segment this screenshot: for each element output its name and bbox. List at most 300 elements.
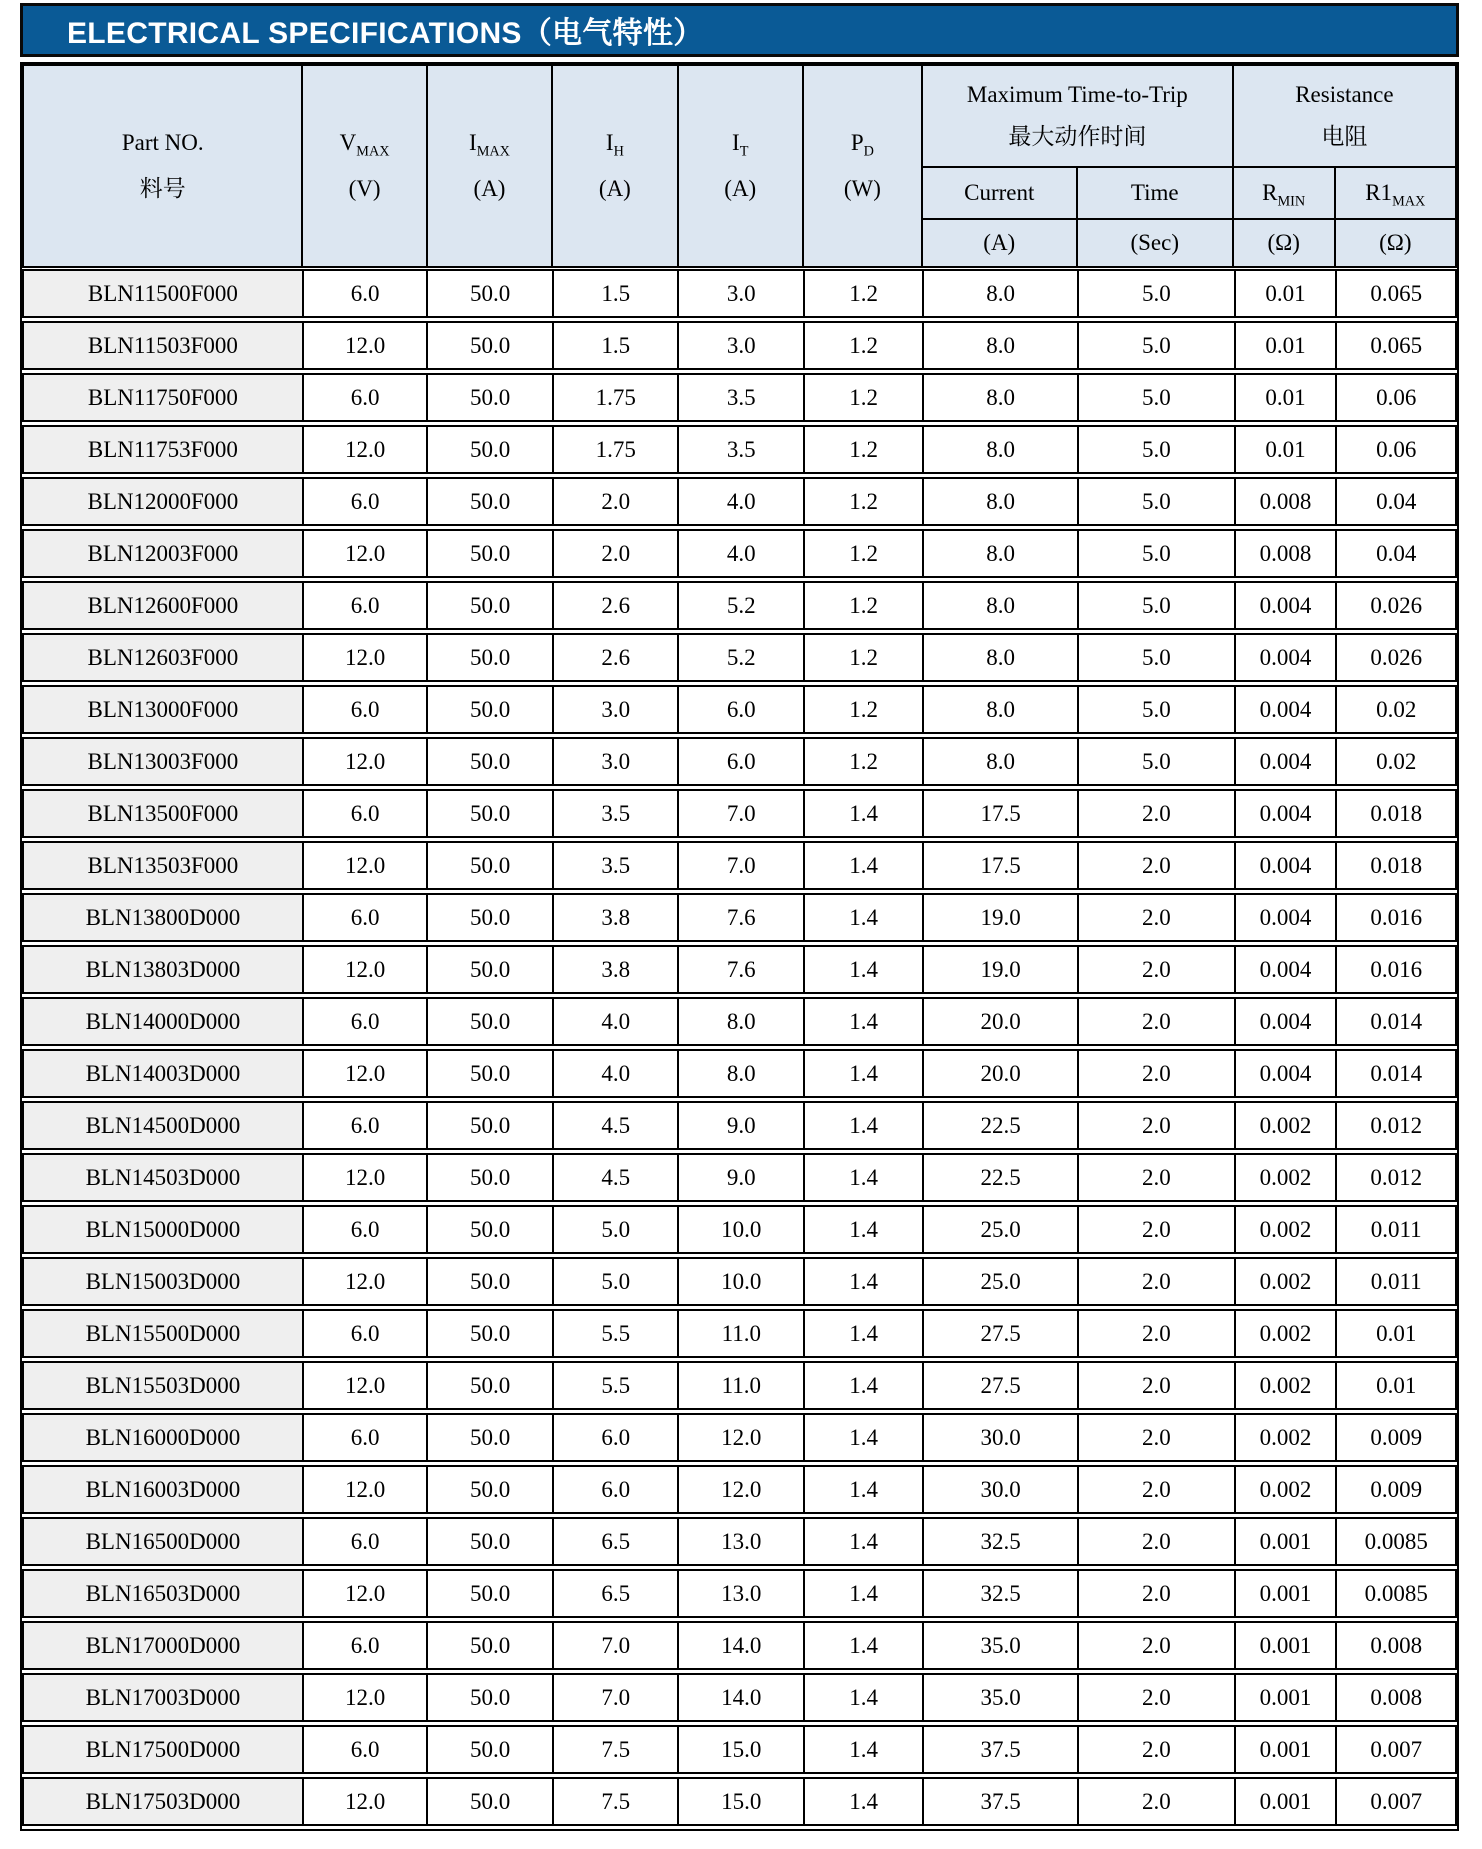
part-cell: BLN14003D000 <box>22 1049 302 1098</box>
value-cell: 0.007 <box>1335 1725 1457 1774</box>
part-cell: BLN13003F000 <box>22 737 302 786</box>
value-cell: 2.0 <box>1077 893 1233 942</box>
value-cell: 6.0 <box>302 581 427 630</box>
part-cell: BLN11500F000 <box>22 269 302 318</box>
value-cell: 6.0 <box>677 737 803 786</box>
column-header-ih-unit: (A) <box>598 176 631 201</box>
value-cell: 5.5 <box>552 1309 678 1358</box>
value-cell: 1.4 <box>803 1361 922 1410</box>
value-cell: 3.5 <box>552 789 678 838</box>
value-cell: 12.0 <box>302 321 427 370</box>
value-cell: 0.004 <box>1234 685 1336 734</box>
unit-rmin: (Ω) <box>1233 219 1335 267</box>
value-cell: 0.001 <box>1234 1569 1336 1618</box>
value-cell: 0.018 <box>1335 789 1457 838</box>
value-cell: 32.5 <box>922 1517 1077 1566</box>
value-cell: 6.0 <box>302 373 427 422</box>
value-cell: 6.0 <box>302 1725 427 1774</box>
value-cell: 6.0 <box>302 997 427 1046</box>
value-cell: 5.0 <box>1077 737 1233 786</box>
column-header-vmax-unit: (V) <box>348 176 381 201</box>
value-cell: 1.5 <box>552 321 678 370</box>
value-cell: 1.2 <box>803 737 922 786</box>
value-cell: 6.5 <box>552 1569 678 1618</box>
value-cell: 0.065 <box>1335 321 1457 370</box>
title-banner <box>20 3 1459 57</box>
column-header-ih-symbol: $I_H$ <box>605 130 624 160</box>
table-row <box>22 1205 1457 1254</box>
part-cell: BLN13500F000 <box>22 789 302 838</box>
value-cell: 13.0 <box>677 1517 803 1566</box>
table-row <box>22 997 1457 1046</box>
value-cell: 1.4 <box>803 1777 922 1826</box>
value-cell: 12.0 <box>302 1569 427 1618</box>
part-cell: BLN14000D000 <box>22 997 302 1046</box>
value-cell: 17.5 <box>922 841 1077 890</box>
column-header-imax-unit: (A) <box>473 176 506 201</box>
value-cell: 2.0 <box>552 529 678 578</box>
value-cell: 17.5 <box>922 789 1077 838</box>
part-cell: BLN16500D000 <box>22 1517 302 1566</box>
spec-table-body <box>22 266 1457 1829</box>
spec-table <box>20 62 1459 1831</box>
value-cell: 0.004 <box>1234 789 1336 838</box>
value-cell: 0.002 <box>1234 1257 1336 1306</box>
value-cell: 50.0 <box>426 1517 552 1566</box>
value-cell: 35.0 <box>922 1673 1077 1722</box>
column-header-current: Current <box>922 167 1077 219</box>
value-cell: 15.0 <box>677 1725 803 1774</box>
part-cell: BLN14503D000 <box>22 1153 302 1202</box>
part-cell: BLN11750F000 <box>22 373 302 422</box>
value-cell: 2.0 <box>1077 1569 1233 1618</box>
table-row <box>22 1153 1457 1202</box>
value-cell: 9.0 <box>677 1153 803 1202</box>
value-cell: 12.0 <box>302 1673 427 1722</box>
value-cell: 19.0 <box>922 893 1077 942</box>
value-cell: 6.0 <box>302 269 427 318</box>
value-cell: 4.5 <box>552 1101 678 1150</box>
value-cell: 2.0 <box>1077 841 1233 890</box>
column-group-time-to-trip-en: Maximum Time-to-Trip <box>966 82 1188 107</box>
value-cell: 27.5 <box>922 1361 1077 1410</box>
table-row <box>22 841 1457 890</box>
value-cell: 1.4 <box>803 1673 922 1722</box>
value-cell: 1.4 <box>803 893 922 942</box>
value-cell: 0.0085 <box>1335 1569 1457 1618</box>
value-cell: 12.0 <box>302 1777 427 1826</box>
value-cell: 0.002 <box>1234 1309 1336 1358</box>
value-cell: 2.0 <box>1077 1621 1233 1670</box>
value-cell: 4.0 <box>677 529 803 578</box>
value-cell: 2.0 <box>1077 1153 1233 1202</box>
table-row <box>22 1673 1457 1722</box>
part-cell: BLN13800D000 <box>22 893 302 942</box>
value-cell: 0.04 <box>1335 529 1457 578</box>
value-cell: 0.001 <box>1234 1621 1336 1670</box>
value-cell: 2.0 <box>1077 1205 1233 1254</box>
value-cell: 14.0 <box>677 1673 803 1722</box>
value-cell: 5.2 <box>677 633 803 682</box>
part-cell: BLN13000F000 <box>22 685 302 734</box>
value-cell: 6.0 <box>302 893 427 942</box>
column-group-resistance-en: Resistance <box>1295 82 1394 107</box>
value-cell: 0.011 <box>1335 1205 1457 1254</box>
table-row <box>22 1413 1457 1462</box>
unit-r1max: (Ω) <box>1335 219 1456 267</box>
value-cell: 1.4 <box>803 1621 922 1670</box>
value-cell: 12.0 <box>302 425 427 474</box>
value-cell: 0.012 <box>1335 1101 1457 1150</box>
value-cell: 1.75 <box>552 425 678 474</box>
value-cell: 8.0 <box>677 997 803 1046</box>
part-cell: BLN16003D000 <box>22 1465 302 1514</box>
value-cell: 1.2 <box>803 685 922 734</box>
value-cell: 10.0 <box>677 1205 803 1254</box>
value-cell: 6.0 <box>302 1205 427 1254</box>
page-title: ELECTRICAL SPECIFICATIONS（电气特性） <box>67 17 704 50</box>
value-cell: 8.0 <box>922 269 1077 318</box>
value-cell: 2.6 <box>552 633 678 682</box>
part-cell: BLN13803D000 <box>22 945 302 994</box>
value-cell: 5.0 <box>1077 685 1233 734</box>
value-cell: 0.06 <box>1335 373 1457 422</box>
value-cell: 0.008 <box>1335 1621 1457 1670</box>
value-cell: 50.0 <box>426 1101 552 1150</box>
value-cell: 0.002 <box>1234 1413 1336 1462</box>
value-cell: 0.001 <box>1234 1777 1336 1826</box>
value-cell: 1.2 <box>803 529 922 578</box>
value-cell: 1.4 <box>803 1517 922 1566</box>
value-cell: 2.0 <box>1077 1309 1233 1358</box>
value-cell: 50.0 <box>426 477 552 526</box>
part-cell: BLN17000D000 <box>22 1621 302 1670</box>
value-cell: 50.0 <box>426 1725 552 1774</box>
value-cell: 50.0 <box>426 1777 552 1826</box>
value-cell: 2.0 <box>1077 789 1233 838</box>
value-cell: 0.02 <box>1335 685 1457 734</box>
value-cell: 5.0 <box>1077 581 1233 630</box>
column-group-time-to-trip <box>922 65 1233 167</box>
value-cell: 0.014 <box>1335 997 1457 1046</box>
value-cell: 0.01 <box>1234 269 1336 318</box>
value-cell: 0.011 <box>1335 1257 1457 1306</box>
value-cell: 0.004 <box>1234 841 1336 890</box>
value-cell: 0.012 <box>1335 1153 1457 1202</box>
value-cell: 50.0 <box>426 581 552 630</box>
column-header-imax <box>427 65 552 267</box>
table-row <box>22 373 1457 422</box>
value-cell: 0.002 <box>1234 1465 1336 1514</box>
value-cell: 0.026 <box>1335 633 1457 682</box>
value-cell: 4.0 <box>552 997 678 1046</box>
column-header-part-en: Part NO. <box>121 130 204 155</box>
value-cell: 1.2 <box>803 633 922 682</box>
value-cell: 1.4 <box>803 997 922 1046</box>
value-cell: 1.2 <box>803 425 922 474</box>
column-header-part-cn: 料号 <box>139 176 186 201</box>
column-header-rmin: $R_{MIN}$ <box>1233 167 1335 219</box>
value-cell: 1.4 <box>803 1569 922 1618</box>
part-cell: BLN12603F000 <box>22 633 302 682</box>
column-header-pd-unit: (W) <box>843 176 881 201</box>
value-cell: 5.0 <box>1077 269 1233 318</box>
column-header-vmax-symbol: $V_{MAX}$ <box>339 130 390 160</box>
part-cell: BLN17003D000 <box>22 1673 302 1722</box>
value-cell: 3.8 <box>552 945 678 994</box>
value-cell: 0.004 <box>1234 737 1336 786</box>
value-cell: 12.0 <box>302 1153 427 1202</box>
value-cell: 2.0 <box>1077 1101 1233 1150</box>
value-cell: 2.0 <box>1077 1777 1233 1826</box>
table-row <box>22 1465 1457 1514</box>
value-cell: 5.0 <box>552 1257 678 1306</box>
value-cell: 30.0 <box>922 1465 1077 1514</box>
value-cell: 13.0 <box>677 1569 803 1618</box>
part-cell: BLN12600F000 <box>22 581 302 630</box>
value-cell: 1.4 <box>803 1153 922 1202</box>
value-cell: 7.5 <box>552 1777 678 1826</box>
part-cell: BLN14500D000 <box>22 1101 302 1150</box>
value-cell: 50.0 <box>426 945 552 994</box>
value-cell: 8.0 <box>922 529 1077 578</box>
value-cell: 50.0 <box>426 997 552 1046</box>
value-cell: 0.018 <box>1335 841 1457 890</box>
value-cell: 0.014 <box>1335 1049 1457 1098</box>
value-cell: 2.0 <box>1077 1673 1233 1722</box>
table-row <box>22 1569 1457 1618</box>
value-cell: 50.0 <box>426 1673 552 1722</box>
value-cell: 50.0 <box>426 1361 552 1410</box>
value-cell: 8.0 <box>922 321 1077 370</box>
value-cell: 37.5 <box>922 1777 1077 1826</box>
part-cell: BLN11753F000 <box>22 425 302 474</box>
part-cell: BLN17500D000 <box>22 1725 302 1774</box>
value-cell: 1.4 <box>803 1413 922 1462</box>
value-cell: 0.008 <box>1234 477 1336 526</box>
value-cell: 0.008 <box>1234 529 1336 578</box>
value-cell: 50.0 <box>426 1621 552 1670</box>
value-cell: 12.0 <box>302 737 427 786</box>
value-cell: 0.004 <box>1234 1049 1336 1098</box>
value-cell: 7.0 <box>552 1621 678 1670</box>
value-cell: 1.4 <box>803 945 922 994</box>
value-cell: 27.5 <box>922 1309 1077 1358</box>
value-cell: 2.0 <box>552 477 678 526</box>
value-cell: 50.0 <box>426 269 552 318</box>
value-cell: 1.4 <box>803 1205 922 1254</box>
value-cell: 0.002 <box>1234 1205 1336 1254</box>
value-cell: 8.0 <box>922 737 1077 786</box>
value-cell: 25.0 <box>922 1257 1077 1306</box>
value-cell: 50.0 <box>426 685 552 734</box>
table-row <box>22 269 1457 318</box>
value-cell: 50.0 <box>426 1153 552 1202</box>
page <box>0 3 1482 1831</box>
value-cell: 1.4 <box>803 1049 922 1098</box>
value-cell: 5.0 <box>1077 321 1233 370</box>
value-cell: 8.0 <box>677 1049 803 1098</box>
value-cell: 0.002 <box>1234 1101 1336 1150</box>
value-cell: 6.0 <box>677 685 803 734</box>
table-row <box>22 1361 1457 1410</box>
value-cell: 1.2 <box>803 373 922 422</box>
value-cell: 4.0 <box>552 1049 678 1098</box>
value-cell: 2.0 <box>1077 945 1233 994</box>
column-group-resistance <box>1233 65 1456 167</box>
value-cell: 6.0 <box>302 1621 427 1670</box>
value-cell: 50.0 <box>426 737 552 786</box>
value-cell: 1.4 <box>803 841 922 890</box>
value-cell: 3.5 <box>552 841 678 890</box>
value-cell: 8.0 <box>922 477 1077 526</box>
part-cell: BLN12003F000 <box>22 529 302 578</box>
value-cell: 22.5 <box>922 1153 1077 1202</box>
value-cell: 50.0 <box>426 373 552 422</box>
value-cell: 2.0 <box>1077 1725 1233 1774</box>
value-cell: 0.01 <box>1335 1361 1457 1410</box>
value-cell: 9.0 <box>677 1101 803 1150</box>
value-cell: 8.0 <box>922 581 1077 630</box>
table-row <box>22 529 1457 578</box>
value-cell: 0.02 <box>1335 737 1457 786</box>
value-cell: 3.5 <box>677 373 803 422</box>
value-cell: 22.5 <box>922 1101 1077 1150</box>
part-cell: BLN16503D000 <box>22 1569 302 1618</box>
value-cell: 12.0 <box>302 1361 427 1410</box>
value-cell: 6.0 <box>552 1465 678 1514</box>
table-row <box>22 1725 1457 1774</box>
value-cell: 0.004 <box>1234 633 1336 682</box>
value-cell: 0.016 <box>1335 945 1457 994</box>
value-cell: 0.001 <box>1234 1517 1336 1566</box>
value-cell: 6.0 <box>302 1517 427 1566</box>
value-cell: 5.0 <box>1077 633 1233 682</box>
value-cell: 0.004 <box>1234 997 1336 1046</box>
value-cell: 2.6 <box>552 581 678 630</box>
part-cell: BLN15000D000 <box>22 1205 302 1254</box>
value-cell: 7.6 <box>677 893 803 942</box>
value-cell: 50.0 <box>426 1413 552 1462</box>
value-cell: 3.0 <box>677 321 803 370</box>
value-cell: 19.0 <box>922 945 1077 994</box>
value-cell: 1.2 <box>803 321 922 370</box>
value-cell: 0.004 <box>1234 893 1336 942</box>
value-cell: 0.01 <box>1234 321 1336 370</box>
value-cell: 0.008 <box>1335 1673 1457 1722</box>
value-cell: 2.0 <box>1077 997 1233 1046</box>
value-cell: 3.0 <box>552 737 678 786</box>
value-cell: 1.4 <box>803 789 922 838</box>
table-row <box>22 1049 1457 1098</box>
value-cell: 0.026 <box>1335 581 1457 630</box>
value-cell: 1.4 <box>803 1725 922 1774</box>
table-row <box>22 893 1457 942</box>
value-cell: 2.0 <box>1077 1413 1233 1462</box>
column-header-vmax <box>302 65 426 267</box>
column-header-ih <box>552 65 677 267</box>
part-cell: BLN11503F000 <box>22 321 302 370</box>
unit-current: (A) <box>922 219 1077 267</box>
value-cell: 3.0 <box>677 269 803 318</box>
value-cell: 6.5 <box>552 1517 678 1566</box>
value-cell: 1.4 <box>803 1465 922 1514</box>
value-cell: 2.0 <box>1077 1361 1233 1410</box>
value-cell: 5.0 <box>1077 373 1233 422</box>
value-cell: 12.0 <box>302 1049 427 1098</box>
column-header-pd-symbol: $P_D$ <box>850 130 874 160</box>
value-cell: 10.0 <box>677 1257 803 1306</box>
value-cell: 3.8 <box>552 893 678 942</box>
value-cell: 8.0 <box>922 373 1077 422</box>
table-row <box>22 1257 1457 1306</box>
value-cell: 0.065 <box>1335 269 1457 318</box>
value-cell: 50.0 <box>426 1465 552 1514</box>
table-row <box>22 321 1457 370</box>
value-cell: 1.2 <box>803 581 922 630</box>
value-cell: 14.0 <box>677 1621 803 1670</box>
part-cell: BLN15503D000 <box>22 1361 302 1410</box>
column-header-pd <box>803 65 922 267</box>
value-cell: 12.0 <box>677 1465 803 1514</box>
column-header-part <box>23 65 302 267</box>
value-cell: 1.4 <box>803 1309 922 1358</box>
value-cell: 4.5 <box>552 1153 678 1202</box>
value-cell: 5.0 <box>1077 425 1233 474</box>
value-cell: 6.0 <box>302 685 427 734</box>
value-cell: 0.004 <box>1234 945 1336 994</box>
table-row <box>22 737 1457 786</box>
value-cell: 11.0 <box>677 1309 803 1358</box>
value-cell: 2.0 <box>1077 1257 1233 1306</box>
value-cell: 12.0 <box>302 1465 427 1514</box>
value-cell: 50.0 <box>426 1309 552 1358</box>
value-cell: 12.0 <box>302 529 427 578</box>
part-cell: BLN13503F000 <box>22 841 302 890</box>
part-cell: BLN17503D000 <box>22 1777 302 1826</box>
value-cell: 6.0 <box>552 1413 678 1462</box>
value-cell: 0.01 <box>1335 1309 1457 1358</box>
value-cell: 5.0 <box>552 1205 678 1254</box>
value-cell: 0.004 <box>1234 581 1336 630</box>
value-cell: 1.75 <box>552 373 678 422</box>
value-cell: 7.6 <box>677 945 803 994</box>
table-row <box>22 945 1457 994</box>
value-cell: 11.0 <box>677 1361 803 1410</box>
table-row <box>22 789 1457 838</box>
column-group-resistance-cn: 电阻 <box>1321 124 1368 149</box>
table-row <box>22 477 1457 526</box>
value-cell: 50.0 <box>426 321 552 370</box>
value-cell: 37.5 <box>922 1725 1077 1774</box>
value-cell: 0.009 <box>1335 1465 1457 1514</box>
value-cell: 25.0 <box>922 1205 1077 1254</box>
table-row <box>22 581 1457 630</box>
value-cell: 5.0 <box>1077 477 1233 526</box>
column-header-it-symbol: $I_T$ <box>732 130 749 160</box>
value-cell: 3.0 <box>552 685 678 734</box>
value-cell: 12.0 <box>302 633 427 682</box>
column-header-imax-symbol: $I_{MAX}$ <box>469 130 510 160</box>
value-cell: 12.0 <box>677 1413 803 1462</box>
value-cell: 15.0 <box>677 1777 803 1826</box>
part-cell: BLN15500D000 <box>22 1309 302 1358</box>
value-cell: 1.4 <box>803 1257 922 1306</box>
value-cell: 50.0 <box>426 893 552 942</box>
part-cell: BLN15003D000 <box>22 1257 302 1306</box>
value-cell: 7.0 <box>552 1673 678 1722</box>
spec-table-header <box>22 64 1457 268</box>
